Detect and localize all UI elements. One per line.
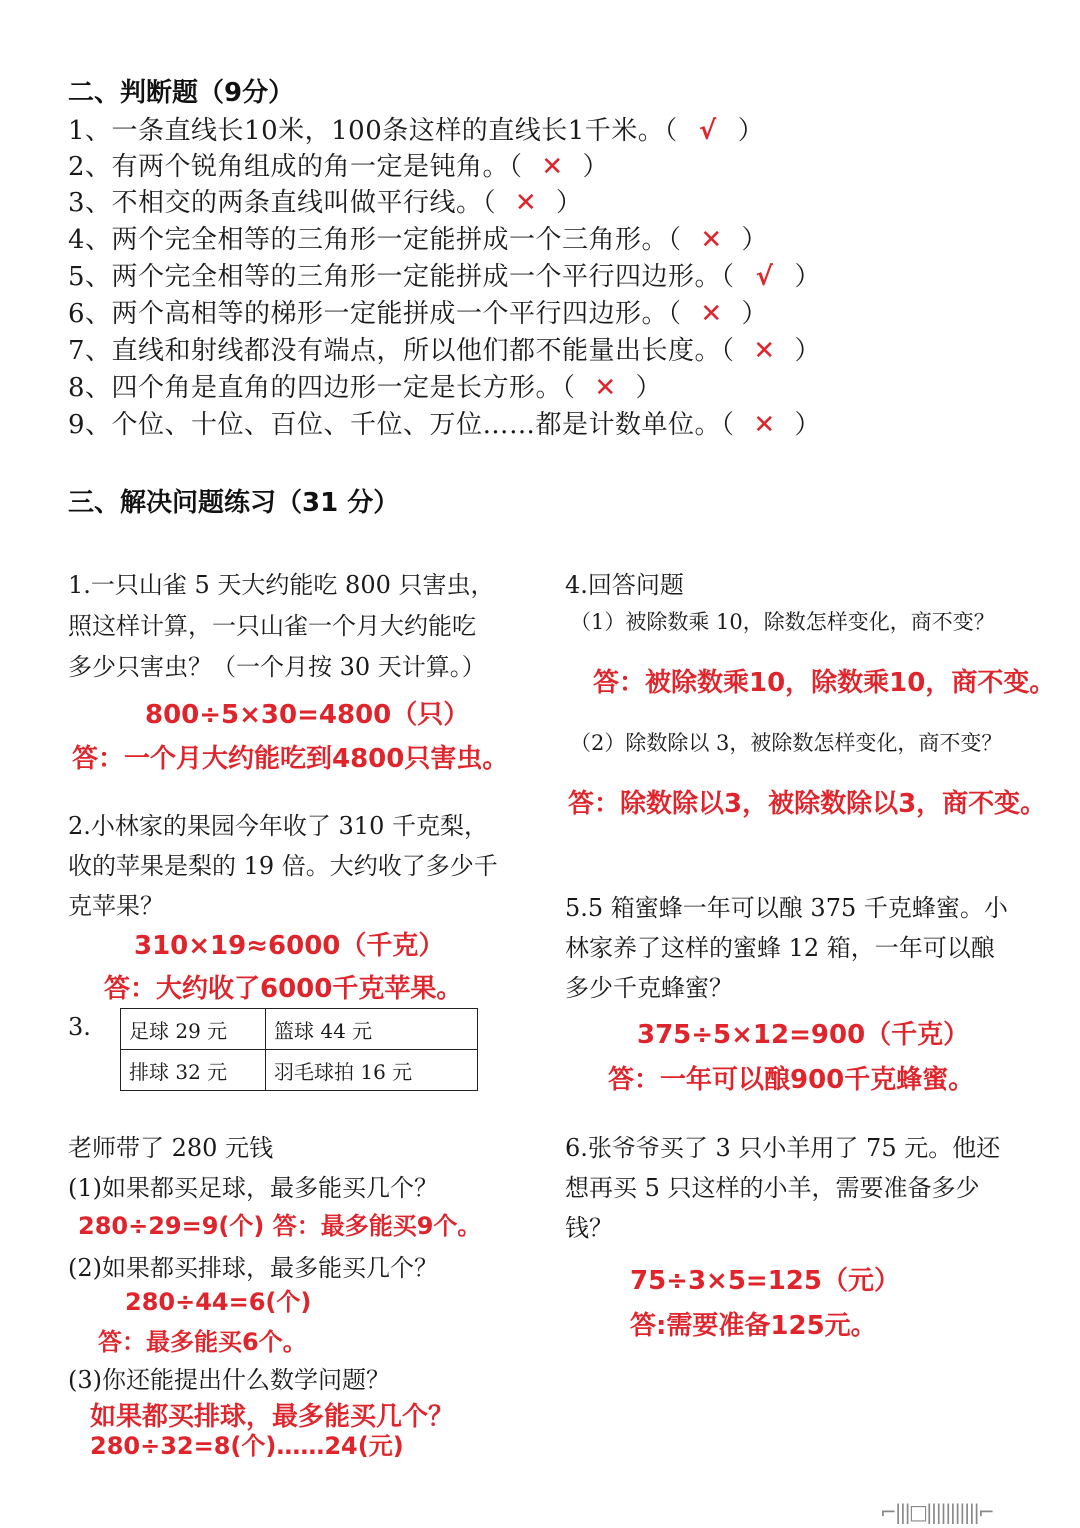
judgement-item: 7、直线和射线都没有端点，所以他们都不能量出长度。（ ✕ ） [68,336,822,366]
q1-calculation: 800÷5×30=4800（只） [145,700,470,730]
table-row [121,1009,478,1050]
cross-icon: ✕ [753,336,776,366]
q1-line: 多少只害虫？（一个月按 30 天计算。） [68,653,486,681]
q5-line: 5.5 箱蜜蜂一年可以酿 375 千克蜂蜜。小 [565,894,1008,922]
q3-sub2: (2)如果都买排球，最多能买几个？ [68,1254,438,1282]
q3-sub1-answer: 280÷29=9(个) 答：最多能买9个。 [78,1212,482,1240]
q4-sub2-answer: 答：除数除以3，被除数除以3，商不变。 [568,789,1047,819]
q6-line: 钱？ [565,1214,613,1242]
q5-line: 林家养了这样的蜜蜂 12 箱，一年可以酿 [565,934,995,962]
q5-answer: 答：一年可以酿900千克蜂蜜。 [608,1065,975,1095]
q2-answer: 答：大约收了6000千克苹果。 [104,974,463,1004]
q3-sub2-answer: 答：最多能买6个。 [98,1328,307,1356]
check-icon: √ [755,262,774,292]
q4-sub2: （2）除数除以 3，被除数怎样变化，商不变？ [570,731,1003,755]
q2-line: 2.小林家的果园今年收了 310 千克梨， [68,812,488,840]
q3-sub3-calculation: 280÷32=8(个)……24(元) [90,1432,404,1460]
q6-answer: 答:需要准备125元。 [630,1311,877,1341]
judgement-item: 2、有两个锐角组成的角一定是钝角。（ ✕ ） [68,152,610,182]
cross-icon: ✕ [541,152,564,182]
section2-title: 二、判断题（9分） [68,78,295,108]
check-icon: √ [698,116,717,146]
section3-title: 三、解决问题练习（31 分） [68,488,400,518]
judgement-item: 4、两个完全相等的三角形一定能拼成一个三角形。（ ✕ ） [68,225,769,255]
q3-sub3: (3)你还能提出什么数学问题？ [68,1366,390,1394]
q3-number: 3. [68,1013,91,1041]
cross-icon: ✕ [700,225,723,255]
cross-icon: ✕ [753,410,776,440]
q1-line: 照这样计算，一只山雀一个月大约能吃 [68,612,476,640]
judgement-item: 9、个位、十位、百位、千位、万位……都是计数单位。（ ✕ ） [68,410,822,440]
judgement-item: 6、两个高相等的梯形一定能拼成一个平行四边形。（ ✕ ） [68,299,769,329]
q1-answer: 答：一个月大约能吃到4800只害虫。 [72,744,509,774]
q5-line: 多少千克蜂蜜？ [565,974,733,1002]
table-cell: 羽毛球拍 16 元 [266,1050,478,1091]
q4-sub1: （1）被除数乘 10，除数怎样变化，商不变？ [570,610,995,634]
q5-calculation: 375÷5×12=900（千克） [637,1020,970,1050]
table-row [121,1050,478,1091]
judgement-item: 1、一条直线长10米，100条这样的直线长1千米。（ √ ） [68,116,765,146]
q3-sub1: (1)如果都买足球，最多能买几个？ [68,1174,438,1202]
watermark: ⌐|||□|||||||||||⌐ [880,1500,993,1524]
q3-intro: 老师带了 280 元钱 [68,1134,274,1162]
q4-title: 4.回答问题 [565,571,684,599]
q6-calculation: 75÷3×5=125（元） [630,1266,900,1296]
q2-line: 收的苹果是梨的 19 倍。大约收了多少千 [68,852,498,880]
price-table [120,1008,478,1091]
cross-icon: ✕ [700,299,723,329]
q4-sub1-answer: 答：被除数乘10，除数乘10，商不变。 [593,668,1056,698]
q3-sub3-question: 如果都买排球，最多能买几个？ [90,1402,455,1432]
judgement-item: 3、不相交的两条直线叫做平行线。（ ✕ ） [68,188,583,218]
table-cell: 足球 29 元 [121,1009,266,1050]
judgement-item: 5、两个完全相等的三角形一定能拼成一个平行四边形。（ √ ） [68,262,822,292]
table-cell: 排球 32 元 [121,1050,266,1091]
cross-icon: ✕ [514,188,538,218]
cross-icon: ✕ [594,373,617,403]
table-cell: 篮球 44 元 [266,1009,478,1050]
q2-line: 克苹果？ [68,892,164,920]
q3-sub2-calculation: 280÷44=6(个) [125,1288,312,1316]
judgement-item: 8、四个角是直角的四边形一定是长方形。（ ✕ ） [68,373,663,403]
q6-line: 6.张爷爷买了 3 只小羊用了 75 元。他还 [565,1134,1001,1162]
q2-calculation: 310×19≈6000（千克） [134,931,445,961]
q1-line: 1.一只山雀 5 天大约能吃 800 只害虫， [68,571,495,599]
q6-line: 想再买 5 只这样的小羊，需要准备多少 [565,1174,980,1202]
